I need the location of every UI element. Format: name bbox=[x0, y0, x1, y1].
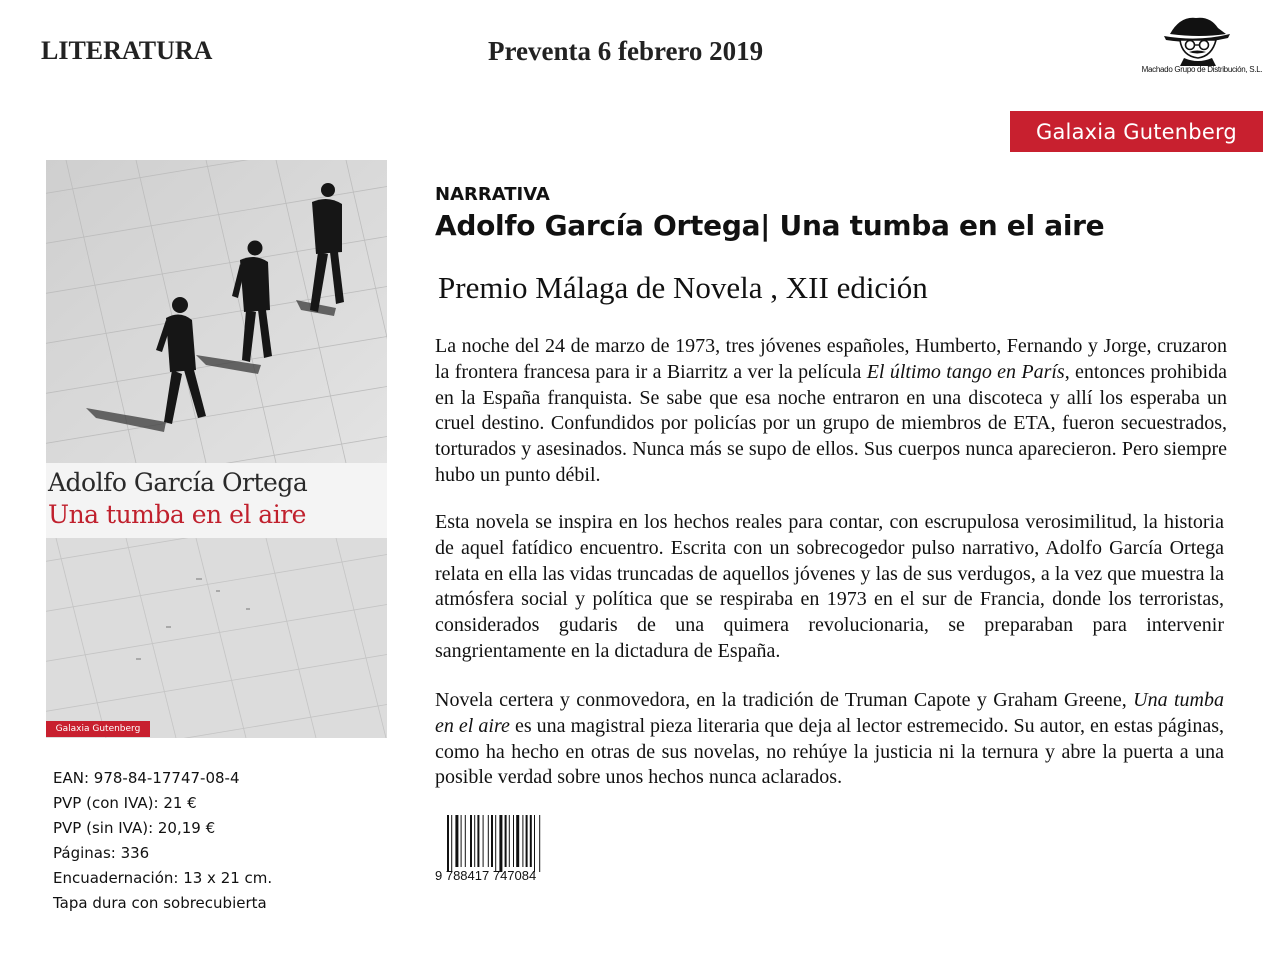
spec-price-without-vat: PVP (sin IVA): 20,19 € bbox=[53, 819, 216, 837]
section-label: LITERATURA bbox=[41, 36, 213, 65]
spec-cover-type: Tapa dura con sobrecubierta bbox=[53, 894, 267, 912]
cover-author: Adolfo García Ortega bbox=[48, 468, 308, 497]
genre-label: NARRATIVA bbox=[435, 184, 550, 205]
hat-face-icon bbox=[1140, 12, 1264, 66]
cover-pavement-photo bbox=[46, 538, 387, 738]
award-line: Premio Málaga de Novela , XII edición bbox=[438, 270, 928, 305]
spec-ean: EAN: 978-84-17747-08-4 bbox=[53, 769, 240, 787]
distributor-name: Machado Grupo de Distribución, S.L. bbox=[1141, 65, 1263, 74]
barcode bbox=[435, 812, 585, 884]
cover-photo bbox=[46, 160, 387, 463]
spec-pages: Páginas: 336 bbox=[53, 844, 150, 862]
publisher-logo: Galaxia Gutenberg bbox=[1010, 111, 1263, 152]
synopsis-paragraph-2: Esta novela se inspira en los hechos reales para contar, con escrupulosa verosimilitud, la historia de aquel fatídico encuentro. Escrita con un sobrecogedor pulso narrativo, Adolfo García Ortega relata en ella las vidas truncadas de aquellos jóvenes y las de sus verdugos, a la vez que muestra la atmósfera social y política que se respiraba en 1973 en el sur de Francia, donde los terroristas, considerados gudaris de una quimera revolucionaria, se preparaban para intervenir sangrientamente en la dictadura de España. bbox=[435, 511, 1224, 662]
presale-date: Preventa 6 febrero 2019 bbox=[488, 36, 764, 66]
cover-title: Una tumba en el aire bbox=[48, 500, 306, 529]
cover-imprint-badge: Galaxia Gutenberg bbox=[46, 721, 150, 737]
barcode-icon bbox=[435, 812, 585, 872]
book-headline: Adolfo García Ortega| Una tumba en el aire bbox=[435, 209, 1105, 242]
spec-price-with-vat: PVP (con IVA): 21 € bbox=[53, 794, 197, 812]
book-specs bbox=[53, 766, 272, 916]
synopsis-paragraph-3: Novela certera y conmovedora, en la tradición de Truman Capote y Graham Greene, Una tumba en el aire es una magistral pieza literaria que deja al lector estremecido. Su autor, en estas páginas, como ha hecho en otras de sus novelas, no rehúye la justicia ni la ternura y abre la puerta a una posible verdad sobre unos hechos nunca aclarados. bbox=[435, 689, 1224, 789]
spec-binding: Encuadernación: 13 x 21 cm. bbox=[53, 869, 273, 887]
barcode-digits: 9 788417 747084 bbox=[435, 868, 537, 883]
synopsis-paragraph-1: La noche del 24 de marzo de 1973, tres jóvenes españoles, Humberto, Fernando y Jorge, cruzaron la frontera francesa para ir a Biarritz a ver la película El último tango en París, entonces prohibida en la España franquista. Se sabe que esa noche entraron en una discoteca y allí los esperaba un cruel destino. Confundidos por policías por un grupo de miembros de ETA, fueron secuestrados, torturados y asesinados. Nunca más se supo de ellos. Sus cuerpos nunca aparecieron. Pero siempre hubo un punto débil. bbox=[435, 335, 1227, 486]
distributor-logo bbox=[1140, 12, 1264, 82]
book-cover bbox=[46, 160, 387, 738]
